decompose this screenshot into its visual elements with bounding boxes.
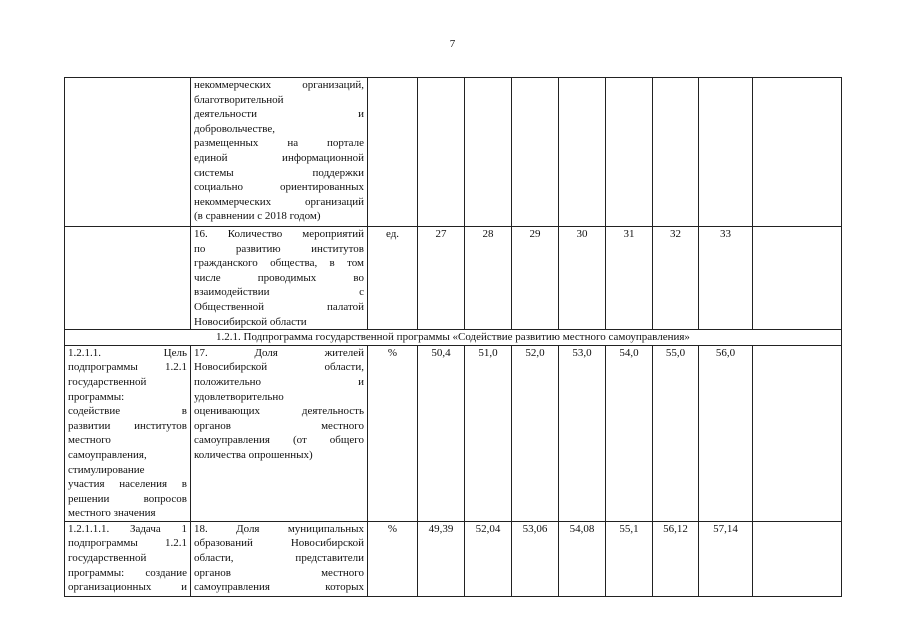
unit-cell: % — [368, 345, 418, 521]
value-cell: 56,0 — [699, 345, 753, 521]
section-row — [65, 330, 842, 346]
unit-cell: ед. — [368, 227, 418, 330]
value-cell: 55,1 — [606, 521, 653, 596]
indicator-cell — [191, 521, 368, 596]
indicator-cell — [191, 227, 368, 330]
value-cell: 53,0 — [559, 345, 606, 521]
value-cell: 54,0 — [606, 345, 653, 521]
goal-cell — [65, 78, 191, 227]
table-row — [65, 345, 842, 521]
unit-cell: % — [368, 521, 418, 596]
value-cell: 56,12 — [653, 521, 699, 596]
value-cell: 53,06 — [512, 521, 559, 596]
indicator-cell — [191, 345, 368, 521]
empty-cell — [753, 227, 842, 330]
value-cell: 55,0 — [653, 345, 699, 521]
goal-text: 1.2.1.1. Цель подпрограммы 1.2.1 государственной программы: содействие в развитии институтов местного самоуправления, стимулирование участия населения в решении вопросов местного значения — [68, 346, 187, 520]
empty-cell — [753, 345, 842, 521]
value-cell: 33 — [699, 227, 753, 330]
value-cell: 28 — [465, 227, 512, 330]
table-row — [65, 521, 842, 596]
value-cell: 51,0 — [465, 345, 512, 521]
indicator-text: 16. Количество мероприятий по развитию институтов гражданского общества, в том числе проводимых во взаимодействии с Общественной палатой Новосибирской области — [194, 228, 364, 328]
indicator-text: 17. Доля жителей Новосибирской области, положительно и удовлетворительно оценивающих деятельность органов местного самоуправления (от общего количества опрошенных) — [194, 346, 364, 461]
section-title: 1.2.1. Подпрограмма государственной программы «Содействие развитию местного самоуправления» — [65, 330, 842, 346]
indicator-text: некоммерческих организаций, благотворительной деятельности и добровольчестве, размещенных на портале единой информационной системы поддержки социально ориентированных некоммерческих организаций (в сравнении с 2018 годом) — [194, 79, 364, 223]
value-cell: 57,14 — [699, 521, 753, 596]
table-row — [65, 227, 842, 330]
goal-cell — [65, 521, 191, 596]
page-number: 7 — [449, 38, 456, 50]
value-cell: 27 — [418, 227, 465, 330]
indicator-cell — [191, 78, 368, 227]
indicator-table — [64, 77, 842, 597]
value-cell: 30 — [559, 227, 606, 330]
value-cell: 49,39 — [418, 521, 465, 596]
goal-text: 1.2.1.1.1. Задача 1 подпрограммы 1.2.1 государственной программы: создание организационных и — [68, 522, 187, 594]
empty-cell — [753, 521, 842, 596]
value-cell: 50,4 — [418, 345, 465, 521]
value-cell: 52,0 — [512, 345, 559, 521]
goal-cell — [65, 227, 191, 330]
value-cell: 29 — [512, 227, 559, 330]
value-cell: 32 — [653, 227, 699, 330]
goal-cell — [65, 345, 191, 521]
indicator-text: 18. Доля муниципальных образований Новосибирской области, представители органов местного самоуправления которых — [194, 522, 364, 594]
table-row — [65, 78, 842, 227]
value-cell: 54,08 — [559, 521, 606, 596]
value-cell: 52,04 — [465, 521, 512, 596]
value-cell: 31 — [606, 227, 653, 330]
